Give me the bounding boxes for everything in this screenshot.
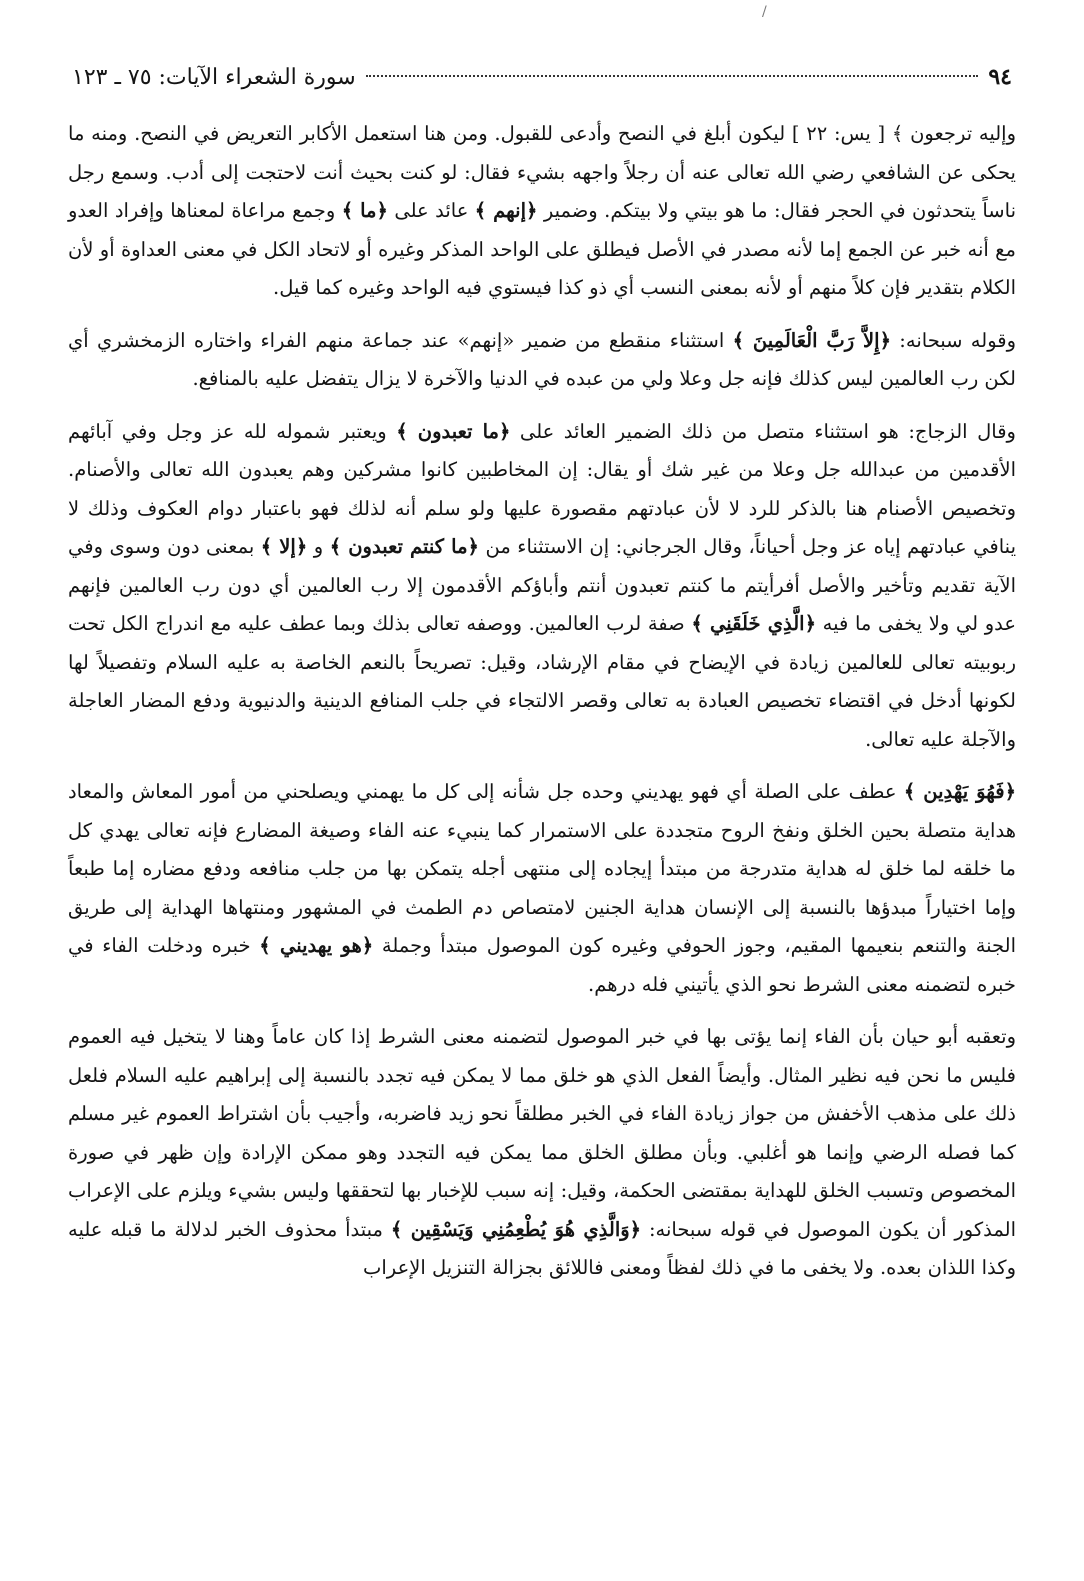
quranic-quote: ﴿إِلاَّ رَبَّ الْعَالَمِينَ ﴾ bbox=[732, 328, 892, 352]
quranic-quote: ﴿إلا ﴾ bbox=[260, 535, 308, 558]
quranic-quote: ﴿هو يهديني ﴾ bbox=[259, 934, 374, 957]
text-run: وقوله سبحانه: bbox=[891, 328, 1017, 352]
text-run: خبره ودخلت الفاء في خبره لتضمنه معنى الشرط نحو الذي يأتيني فله درهم. bbox=[68, 934, 1016, 996]
paragraph bbox=[68, 115, 1016, 308]
quranic-quote: ﴿الَّذِي خَلَقَنِي ﴾ bbox=[691, 612, 817, 635]
running-title: سورة الشعراء الآيات: ٧٥ ـ ١٢٣ bbox=[72, 65, 356, 90]
page-number: ٩٤ bbox=[988, 64, 1012, 90]
text-run: عائد على bbox=[387, 199, 475, 222]
text-run: صفة لرب العالمين. ووصفه تعالى بذلك وبما عطف عليه مع اندراج الكل تحت ربوبيته تعالى للعالمين زيادة في الإيضاح في مقام الإرشاد، وقيل: تصريحاً بالنعم الخاصة به عليه السلام وتفصيلاً لها لكونها أدخل في اقتضاء تخصيص العبادة به تعالى وقصر الالتجاء في جلب المنافع الدينية والدنيوية ودفع المضار العاجلة والآجلة عليه تعالى. bbox=[68, 612, 1016, 751]
paragraph bbox=[68, 1018, 1016, 1288]
quranic-quote: ﴿ما تعبدون ﴾ bbox=[396, 419, 511, 443]
text-run: بمعنى دون وسوى وفي الآية تقديم وتأخير والأصل أفرأيتم ما كنتم تعبدون أنتم وأباؤكم الأقدمون إلا رب العالمين أي دون رب العالمين فإنهم عدو لي ولا يخفى ما فيه bbox=[68, 535, 1016, 635]
paragraph bbox=[68, 322, 1016, 399]
paragraph bbox=[68, 413, 1016, 760]
quranic-quote: ﴿فَهُوَ يَهْدِين ﴾ bbox=[903, 780, 1016, 803]
quranic-quote: ﴿ما ﴾ bbox=[341, 199, 388, 222]
header-leader-dots bbox=[366, 75, 979, 77]
quranic-quote: ﴿ما كنتم تعبدون ﴾ bbox=[329, 535, 479, 558]
text-run: استثناء منقطع من ضمير «إنهم» عند جماعة منهم الفراء واختاره الزمخشري أي لكن رب العالمين ليس كذلك فإنه جل وعلا ولي من عبده في الدنيا والآخرة لا يزال يتفضل عليه بالمنافع. bbox=[68, 328, 1016, 390]
stray-pen-mark: / bbox=[762, 4, 767, 20]
text-run: ويعتبر شموله لله عز وجل وفي آبائهم الأقدمين من عبدالله جل وعلا من غير شك أو يقال: إن المخاطبين كانوا مشركين وهم يعبدون الله تعالى والأصنام. وتخصيص الأصنام هنا بالذكر للرد لا لأن عبادتهم مقصورة عليها ولو سلم أنه لذلك فهو باعتبار دوام العكوف وذلك لا ينافي عبادتهم إياه عز وجل أحياناً، وقال الجرجاني: إن الاستثناء من bbox=[68, 419, 1016, 558]
text-run: و bbox=[307, 535, 330, 558]
paragraph bbox=[68, 773, 1016, 1004]
text-run: وإليه ترجعون ﴾ [ يس: ٢٢ ] ليكون أبلغ في النصح وأدعى للقبول. ومن هنا استعمل الأكابر التعريض في النصح. ومنه ما يحكى عن الشافعي رضي الله تعالى عنه أن رجلاً واجهه بشيء فقال: لو كنت بحيث أنت لاحتجت إلى أدب. وسمع رجل ناساً يتحدثون في الحجر فقال: ما هو بيتي ولا بيتكم. وضمير bbox=[68, 122, 1017, 222]
running-header bbox=[68, 62, 1016, 93]
text-run: عطف على الصلة أي فهو يهديني وحده جل شأنه إلى كل ما يهمني ويصلحني من أمور المعاش والمعاد هداية متصلة بحين الخلق ونفخ الروح متجددة على الاستمرار كما ينبيء عنه الفاء وصيغة المضارع فإنه تعالى يهدي كل ما خلقه لما خلق له هداية متدرجة من مبتدأ إيجاده إلى منتهى أجله يتمكن بها من جلب منافعه ودفع مضاره إما طبعاً وإما اختياراً مبدؤها بالنسبة إلى الإنسان هداية الجنين لامتصاص دم الطمث في المشهور ومنتهاها الهداية إلى طريق الجنة والتنعم بنعيمها المقيم، وجوز الحوفي وغيره كون الموصول مبتدأ وجملة bbox=[68, 780, 1016, 957]
quranic-quote: ﴿وَالَّذِي هُوَ يُطْعِمُنِي وَيَسْقِين ﴾ bbox=[390, 1217, 642, 1241]
text-run: مبتدأ محذوف الخبر لدلالة ما قبله عليه وكذا اللذان بعده. ولا يخفى ما في ذلك لفظاً ومعنى فاللائق بجزالة التنزيل الإعراب bbox=[68, 1217, 1016, 1279]
text-run: وجمع مراعاة لمعناها وإفراد العدو مع أنه خبر عن الجمع إما لأنه مصدر في الأصل فيطلق على الواحد المذكر وغيره أو لاتحاد الكل في معنى العداوة أو لأن الكلام بتقدير فإن كلاً منهم أو لأنه بمعنى النسب أي ذو كذا فيستوي فيه الواحد وغيره كما قيل. bbox=[68, 199, 1016, 299]
quranic-quote: ﴿إنهم ﴾ bbox=[474, 199, 538, 222]
text-run: وتعقبه أبو حيان بأن الفاء إنما يؤتى بها في خبر الموصول لتضمنه معنى الشرط إذا كان عاماً وهنا لا يتخيل فيه العموم فليس ما نحن فيه نظير المثال. وأيضاً الفعل الذي هو خلق مما لا يمكن فيه تجدد بالنسبة إلى إبراهيم عليه السلام فلعل ذلك على مذهب الأخفش من جواز زيادة الفاء في الخبر مطلقاً نحو زيد فاضربه، وأجيب بأن اشتراط العموم غير مسلم كما فصله الرضي وإنما هو أغلبي. وبأن مطلق الخلق مما يمكن فيه التجدد وهو ممكن الإرادة وإن ظهر في صورة المخصوص وتسبب الخلق للهداية بمقتضى الحكمة، وقيل: إنه سبب للإخبار بها لتحققها وليس بشيء ويلزم على الإعراب المذكور أن يكون الموصول في قوله سبحانه: bbox=[68, 1025, 1017, 1241]
text-run: وقال الزجاج: هو استثناء متصل من ذلك الضمير العائد على bbox=[510, 419, 1016, 443]
body-text bbox=[68, 115, 1016, 1288]
